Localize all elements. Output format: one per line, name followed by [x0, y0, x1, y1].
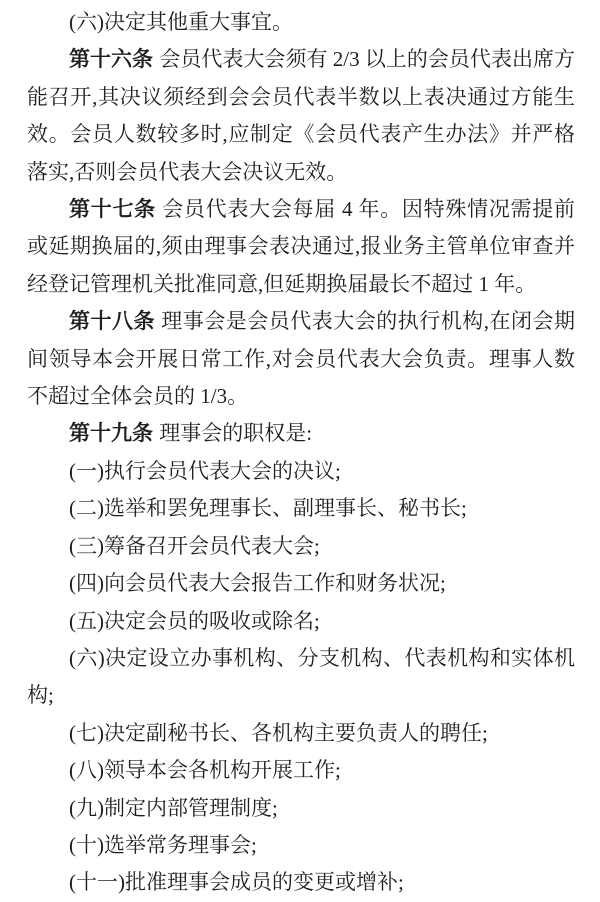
paragraph-text: (三)筹备召开会员代表大会; [69, 533, 320, 558]
paragraph-text: (七)决定副秘书长、各机构主要负责人的聘任; [69, 720, 488, 745]
list-item [27, 752, 575, 789]
article-number: 第十九条 [69, 421, 153, 446]
paragraph-text: (九)制定内部管理制度; [69, 795, 278, 820]
paragraph-text: (五)决定会员的吸收或除名; [69, 608, 320, 633]
paragraph-text: 理事会是会员代表大会的执行机构,在闭会期间领导本会开展日常工作,对会员代表大会负责。理事人数不超过全体会员的 1/3。 [27, 309, 576, 409]
list-item [27, 790, 575, 827]
paragraph-text: (八)领导本会各机构开展工作; [69, 758, 341, 783]
article-paragraph [27, 303, 575, 415]
list-item [27, 640, 575, 715]
paragraph-text: (十一)批准理事会成员的变更或增补; [69, 870, 404, 895]
paragraph-text: 会员代表大会须有 2/3 以上的会员代表出席方能召开,其决议须经到会会员代表半数以上表决通过方能生效。会员人数较多时,应制定《会员代表产生办法》并严格落实,否则会员代表大会决议无效。 [27, 47, 575, 184]
list-item [27, 4, 575, 41]
article-number: 第十八条 [69, 309, 155, 334]
list-item [27, 490, 575, 527]
list-item [27, 528, 575, 565]
list-item [27, 864, 575, 901]
paragraph-text: (六)决定设立办事机构、分支机构、代表机构和实体机构; [27, 645, 575, 708]
paragraph-text: 会员代表大会每届 4 年。因特殊情况需提前或延期换届的,须由理事会表决通过,报业务主管单位审查并经登记管理机关批准同意,但延期换届最长不超过 1 年。 [27, 197, 575, 296]
list-item [27, 603, 575, 640]
list-item [27, 827, 575, 864]
article-number: 第十六条 [69, 47, 154, 72]
paragraph-text: (一)执行会员代表大会的决议; [69, 458, 341, 483]
paragraph-text: (十)选举常务理事会; [69, 832, 257, 857]
article-paragraph [27, 415, 575, 452]
list-item [27, 565, 575, 602]
article-number: 第十七条 [69, 197, 156, 222]
paragraph-text: (四)向会员代表大会报告工作和财务状况; [69, 571, 446, 596]
article-paragraph [27, 191, 575, 303]
list-item [27, 715, 575, 752]
paragraph-text: (六)决定其他重大事宜。 [69, 10, 293, 34]
paragraph-text: (二)选举和罢免理事长、副理事长、秘书长; [69, 496, 467, 521]
paragraph-text: 理事会的职权是: [159, 421, 313, 446]
article-paragraph [27, 41, 575, 191]
list-item [27, 453, 575, 490]
